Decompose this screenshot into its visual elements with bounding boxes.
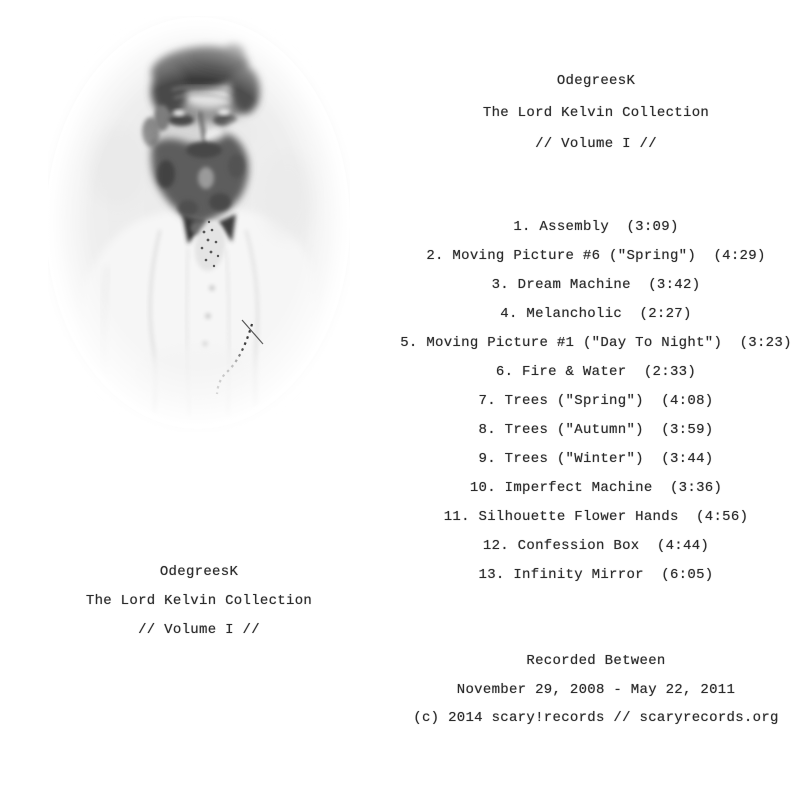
artist-name: OdegreesK — [556, 73, 636, 89]
track-item: 3. Dream Machine (3:42) — [491, 277, 701, 293]
album-header-secondary — [0, 558, 398, 645]
album-volume: // Volume I // — [138, 622, 260, 638]
tracklist — [384, 213, 800, 590]
recorded-between-label: Recorded Between — [526, 653, 666, 669]
track-item: 4. Melancholic (2:27) — [500, 306, 692, 322]
vignette-overlay — [48, 17, 350, 429]
track-item: 5. Moving Picture #1 ("Day To Night") (3:23) — [400, 335, 792, 351]
album-volume: // Volume I // — [535, 136, 657, 152]
track-item: 8. Trees ("Autumn") (3:59) — [478, 422, 714, 438]
recorded-dates: November 29, 2008 - May 22, 2011 — [456, 681, 736, 698]
credits — [386, 647, 800, 733]
track-item: 11. Silhouette Flower Hands (4:56) — [443, 509, 749, 525]
track-item: 1. Assembly (3:09) — [513, 219, 679, 235]
track-item: 13. Infinity Mirror (6:05) — [478, 567, 714, 583]
track-item: 7. Trees ("Spring") (4:08) — [478, 393, 714, 409]
album-title: The Lord Kelvin Collection — [482, 104, 710, 121]
track-item: 9. Trees ("Winter") (3:44) — [478, 451, 714, 467]
track-item: 2. Moving Picture #6 ("Spring") (4:29) — [426, 248, 766, 264]
album-title: The Lord Kelvin Collection — [85, 593, 313, 609]
album-header — [396, 66, 796, 161]
track-item: 10. Imperfect Machine (3:36) — [469, 480, 723, 496]
portrait-photo — [48, 16, 350, 432]
copyright-line: (c) 2014 scary!records // scaryrecords.org — [413, 710, 779, 726]
track-item: 6. Fire & Water (2:33) — [495, 364, 697, 380]
track-item: 12. Confession Box (4:44) — [482, 538, 710, 554]
artist-name: OdegreesK — [159, 564, 239, 580]
portrait-photo-illustration — [48, 16, 350, 432]
